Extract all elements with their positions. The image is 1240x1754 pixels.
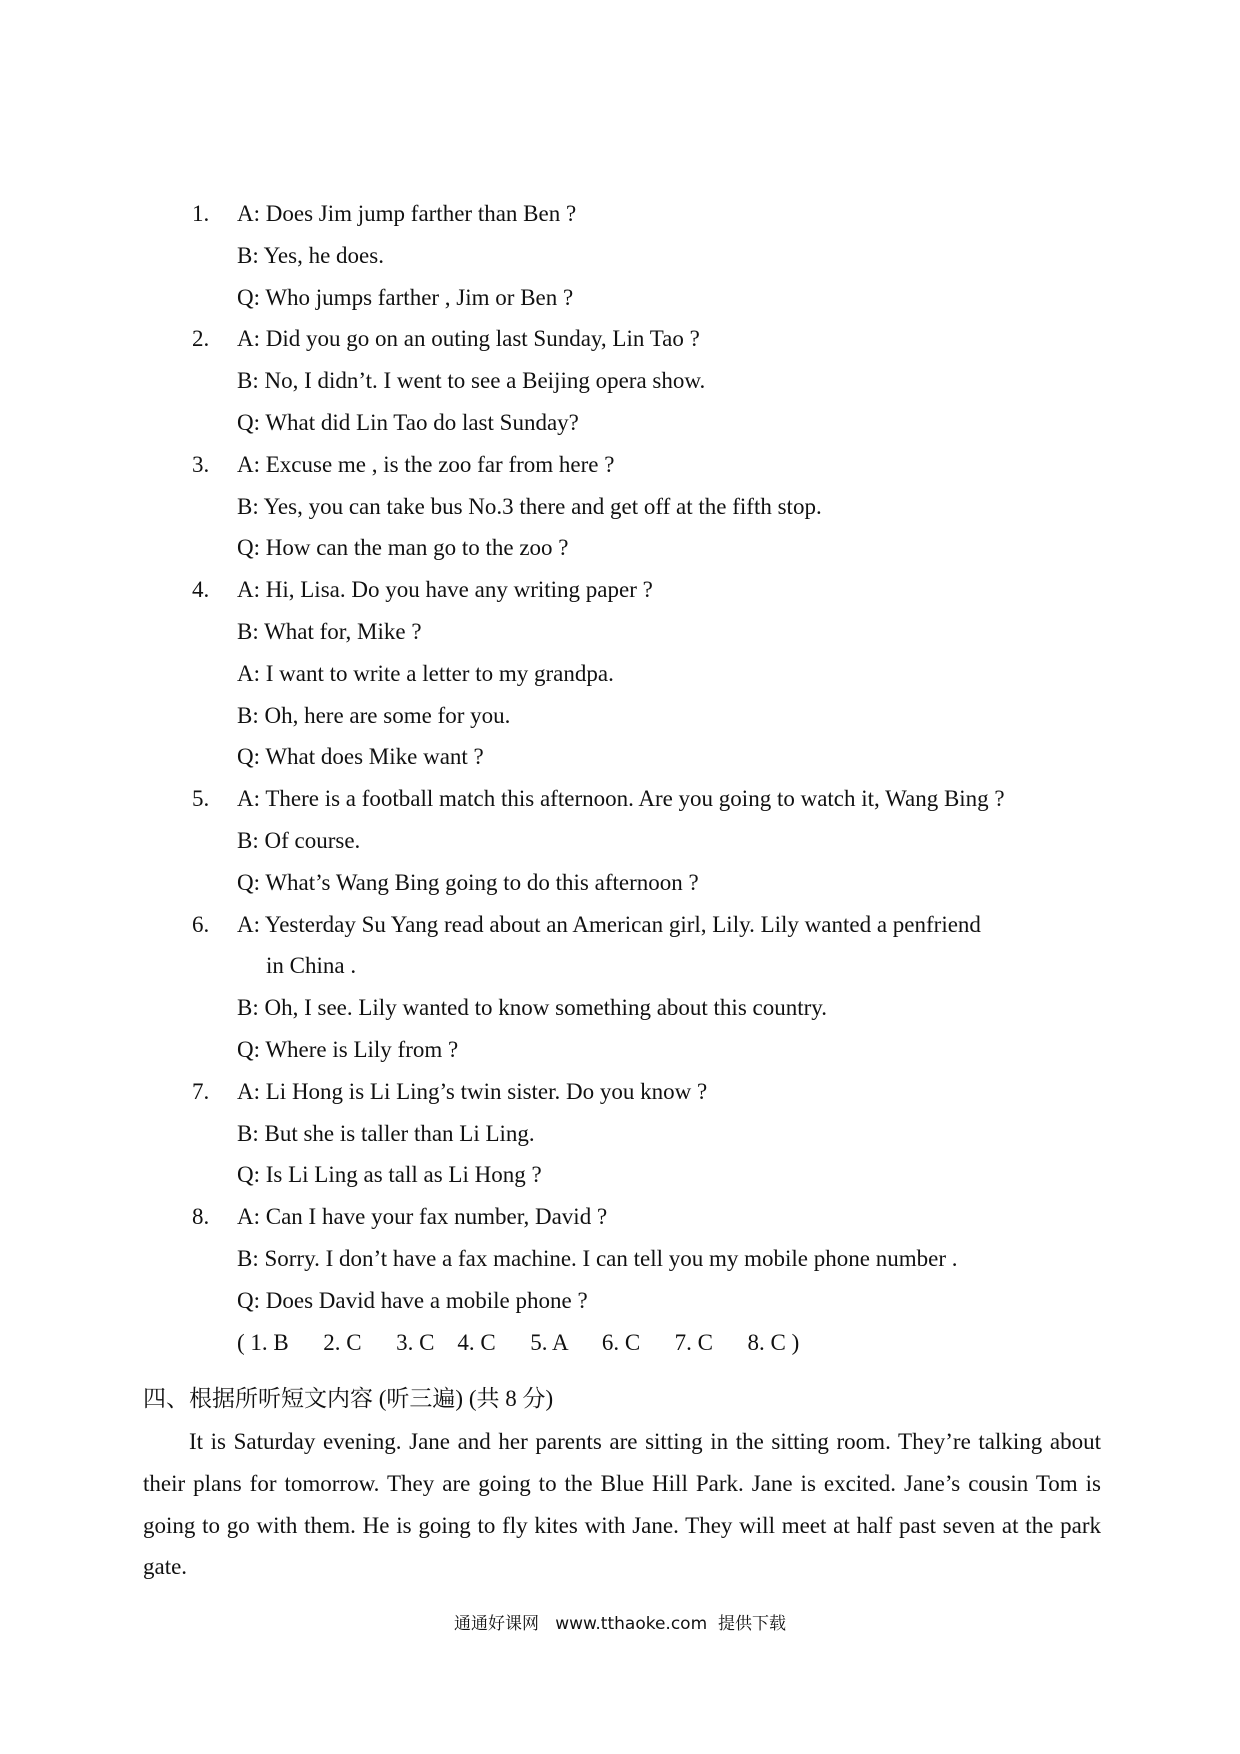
item-number: 8. [192, 1204, 210, 1230]
dialogue-item-2 [192, 318, 1112, 443]
dialogue-list [192, 193, 1112, 1363]
item-number: 7. [192, 1078, 210, 1104]
dialogue-item-1 [192, 193, 1112, 318]
dialogue-line: B: Yes, you can take bus No.3 there and get off at the fifth stop. [237, 493, 822, 519]
dialogue-line: A: Li Hong is Li Ling’s twin sister. Do you know ? [237, 1078, 708, 1104]
dialogue-item-6 [192, 904, 1112, 1071]
dialogue-line: Q: Does David have a mobile phone ? [237, 1287, 588, 1313]
item-number: 1. [192, 201, 210, 226]
dialogue-line: Q: How can the man go to the zoo ? [237, 535, 569, 561]
page-footer: 通通好课网 www.tthaoke.com 提供下载 [454, 1614, 786, 1634]
dialogue-line: B: But she is taller than Li Ling. [237, 1120, 535, 1146]
dialogue-line: A: Yesterday Su Yang read about an American girl, Lily. Lily wanted a penfriend [237, 911, 981, 937]
dialogue-line: Q: What did Lin Tao do last Sunday? [237, 409, 579, 435]
dialogue-line: B: Oh, I see. Lily wanted to know something about this country. [237, 995, 828, 1021]
dialogue-line: B: No, I didn’t. I went to see a Beijing opera show. [237, 368, 706, 394]
dialogue-line: B: Sorry. I don’t have a fax machine. I can tell you my mobile phone number . [237, 1245, 958, 1271]
item-number: 5. [192, 786, 210, 812]
dialogue-line: A: Hi, Lisa. Do you have any writing paper ? [237, 577, 653, 603]
dialogue-line: B: Of course. [237, 827, 361, 853]
dialogue-line-continuation: in China . [266, 953, 357, 979]
dialogue-line: A: Can I have your fax number, David ? [237, 1204, 608, 1230]
item-number: 3. [192, 451, 210, 477]
answer-key: ( 1. B 2. C 3. C 4. C 5. A 6. C 7. C 8. C ) [237, 1329, 800, 1355]
dialogue-line: A: There is a football match this afternoon. Are you going to watch it, Wang Bing ? [237, 786, 1005, 812]
item-number: 4. [192, 577, 210, 603]
dialogue-line: Q: What does Mike want ? [237, 744, 484, 770]
dialogue-item-3 [192, 444, 1112, 569]
item-number: 6. [192, 911, 210, 937]
item-number: 2. [192, 326, 210, 352]
dialogue-line: B: Oh, here are some for you. [237, 702, 511, 728]
dialogue-line: A: I want to write a letter to my grandpa. [237, 660, 614, 686]
dialogue-item-5 [192, 778, 1112, 903]
dialogue-line: Q: What’s Wang Bing going to do this afternoon ? [237, 869, 699, 895]
dialogue-item-8 [192, 1196, 1112, 1321]
dialogue-line: A: Excuse me , is the zoo far from here ? [237, 451, 615, 477]
dialogue-line: Q: Where is Lily from ? [237, 1036, 459, 1062]
dialogue-line: A: Did you go on an outing last Sunday, Lin Tao ? [237, 326, 700, 352]
listening-passage: It is Saturday evening. Jane and her parents are sitting in the sitting room. They’re talking about their plans for tomorrow. They are going to the Blue Hill Park. Jane is excited. Jane’s cousin Tom is going to go with them. He is going to fly kites with Jane. They will meet at half past seven at the park gate. [143, 1429, 1101, 1580]
dialogue-line: B: What for, Mike ? [237, 618, 422, 644]
section-title: 四、根据所听短文内容 (听三遍) (共 8 分) [143, 1386, 554, 1411]
dialogue-item-7 [192, 1071, 1112, 1196]
dialogue-line: A: Does Jim jump farther than Ben ? [237, 201, 577, 226]
dialogue-line: B: Yes, he does. [237, 242, 384, 268]
dialogue-line: Q: Is Li Ling as tall as Li Hong ? [237, 1162, 542, 1188]
dialogue-line: Q: Who jumps farther , Jim or Ben ? [237, 284, 574, 310]
dialogue-item-4 [192, 569, 1112, 778]
